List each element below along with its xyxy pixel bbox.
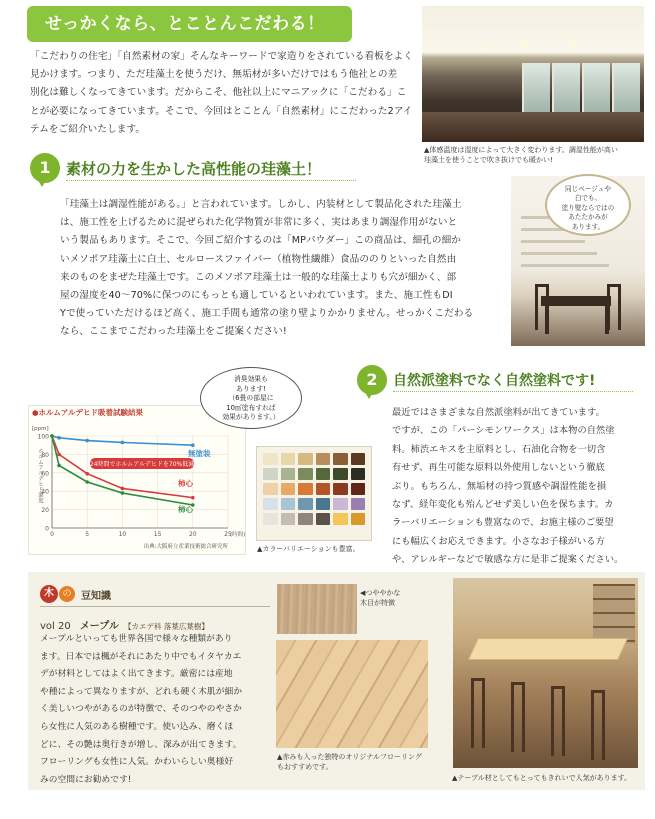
section2-line: や、アレルギーなどで敏感な方に是非ご提案ください。: [392, 554, 624, 566]
mame-line: フローリングも女性に人気。かわいらしい奥様好: [40, 757, 234, 768]
mame-paragraph: [40, 631, 272, 789]
x-tick-label: 0: [50, 531, 54, 538]
data-point: [121, 487, 125, 491]
intro-paragraph: [30, 48, 420, 139]
series-label: 柿心: [178, 479, 193, 488]
chart-speech-bubble: [200, 367, 302, 429]
living-room-caption: [424, 145, 646, 165]
color-swatch: [351, 453, 366, 465]
color-swatch: [263, 453, 278, 465]
mame-tag-char: の: [59, 586, 75, 602]
section2-title-underline: [393, 391, 633, 392]
section1-line: 屋の湿度を40～70%に保つのにもっとも適しているといわれています。また、施工性もDI: [60, 290, 453, 302]
maple-table-photo: [453, 578, 638, 768]
bubble-line: 消臭効果も: [234, 375, 268, 383]
mame-line: ます。日本では楓がそれにあたり中でもイタヤカエ: [40, 651, 242, 662]
section2-line: ラーバリエーションも豊富なので、お施主様のご要望: [392, 517, 614, 529]
color-swatch: [351, 513, 366, 525]
maple-grain-caption: [360, 588, 400, 608]
mame-line: メープルといっても世界各国で様々な種類があり: [40, 634, 233, 644]
mame-wood-name: メープル: [79, 621, 119, 632]
color-swatch: [281, 453, 296, 465]
color-swatch: [281, 513, 296, 525]
intro-line: 「こだわりの住宅」「自然素材の家」そんなキーワードで家造りをされている看板をよく: [30, 51, 413, 62]
section2-line: 料。柿渋エキスを主原料とし、石油化合物を一切含: [392, 443, 606, 455]
data-point: [57, 453, 61, 457]
y-tick-label: 20: [41, 507, 49, 515]
color-swatch: [316, 468, 331, 480]
caption-line: 珪藻土を使うことで吹き抜けでも暖かい!: [424, 156, 553, 164]
main-banner-title: せっかくなら、とことんこだわる！: [45, 14, 325, 34]
color-swatch: [316, 498, 331, 510]
chart-title: ●ホルムアルデヒド吸着試験結果: [32, 408, 143, 417]
color-swatch: [281, 498, 296, 510]
section1-line: Yで使っていただけるほど高く、施工手間も通常の塗り壁よりかかりません。せっかくこだわる: [60, 308, 474, 320]
color-swatch: [298, 468, 313, 480]
swatch-grid: [263, 453, 365, 525]
section1-number-badge: [30, 153, 60, 183]
bubble-line: あります。: [571, 222, 605, 231]
data-point: [121, 441, 125, 445]
section1-line: 「珪藻土は調湿性能がある。」と言われています。しかし、内装材として製品化された珪藻土: [60, 199, 462, 210]
formaldehyde-chart: [28, 418, 246, 554]
color-swatch: [263, 483, 278, 495]
data-point: [191, 443, 195, 447]
data-point: [85, 439, 89, 443]
bubble-line: あたたかみが: [568, 213, 608, 222]
series-label: 柿心: [178, 505, 193, 514]
color-swatch: [263, 498, 278, 510]
color-swatch: [281, 483, 296, 495]
main-banner: [27, 6, 352, 42]
color-swatch: [351, 483, 366, 495]
bubble-line: 効果があります。）: [222, 413, 280, 422]
x-tick-label: 20: [188, 531, 197, 538]
mame-vol: vol 20: [40, 621, 71, 632]
mame-line: く美しいつやがあるのが特徴で、そのつやのやさか: [40, 704, 242, 715]
chart-source: 出典:大阪府立産業技術総合研究所: [143, 544, 228, 550]
living-room-photo: [422, 6, 644, 142]
mame-line: や種によって異なりますが、どれも硬く木肌が細か: [40, 686, 243, 697]
data-point: [85, 472, 89, 476]
y-axis-label: ホルムアルデヒド濃度: [37, 448, 43, 503]
y-tick-label: 100: [37, 433, 49, 441]
y-tick-label: 60: [41, 470, 49, 478]
bubble-line: （6畳の部屋に: [228, 394, 274, 403]
maple-grain-photo: [277, 584, 357, 634]
section2-line: ですが、この「パーシモンワークス」は本物の自然塗: [392, 425, 615, 437]
color-swatch: [316, 513, 331, 525]
color-swatch: [298, 483, 313, 495]
x-tick-label: 15: [153, 531, 162, 538]
section2-line: なず、経年変化も殆んどせず美しい色を保ちます。カ: [392, 499, 614, 511]
caption-line: もおすすめです。: [277, 763, 333, 771]
mame-line: みの空間にお勧めです!: [40, 774, 132, 785]
data-point: [191, 496, 195, 500]
intro-line: とが必要になってきています。そこで、今回はとことん「自然素材」にこだわった2アイ: [30, 105, 413, 117]
bubble-line: 同じベージュや: [565, 185, 611, 193]
section1-paragraph: [60, 196, 506, 342]
data-point: [57, 464, 61, 468]
mame-line: ら女性に人気のある樹種です。使い込み、磨くほ: [40, 721, 234, 732]
mame-tag: [40, 585, 111, 603]
mame-line: デが材料としてはよく出てきます。厳密には産地: [40, 669, 233, 680]
mame-line: どに、その艶は奥行きが増し、深みが出てきます。: [40, 739, 242, 750]
color-swatch: [298, 498, 313, 510]
caption-line: ▲体感温度は湿度によって大きく変わります。調湿性能が高い: [424, 146, 618, 154]
section2-title: 自然派塗料でなく自然塗料です!: [393, 373, 596, 389]
swatch-caption: ▲カラーバリエーションも豊富。: [257, 545, 360, 553]
x-tick-label: 5: [85, 531, 90, 538]
section2-line: 最近ではさまざまな自然派塗料が出てきています。: [392, 407, 605, 418]
section1-line: なら、ここまでこだわった珪藻土をご提案ください!: [60, 326, 287, 338]
color-swatch: [316, 483, 331, 495]
color-swatch: [316, 453, 331, 465]
data-point: [121, 491, 125, 495]
bubble-line: 塗り壁ならではの: [561, 203, 615, 212]
section1-title: 素材の力を生かした高性能の珪藻土！: [66, 160, 322, 178]
annotation-text: 24時間でホルムアルデヒドを70%低減: [89, 461, 195, 468]
bubble-line: 白でも、: [574, 194, 602, 203]
section2-paragraph: [392, 404, 648, 570]
series-label: 無塗装: [188, 449, 211, 458]
section1-title-underline: [66, 180, 356, 181]
data-point: [85, 480, 89, 484]
y-tick-label: 40: [41, 488, 49, 496]
section2-number-badge: [357, 365, 387, 395]
intro-line: 別化は難しくなってきています。だからこそ、他社以上にマニアックに「こだわる」こ: [30, 87, 407, 99]
intro-line: テムをご紹介いたします。: [30, 123, 146, 135]
dining-speech-bubble: [545, 174, 631, 236]
color-swatch: [281, 468, 296, 480]
section1-line: は、施工性を上げるために混ぜられた化学物質が非常に多く、実はあまり調湿作用がないと: [60, 217, 458, 229]
caption-line: ◀つややかな: [360, 589, 401, 597]
section1-number: 1: [39, 158, 51, 177]
bubble-line: あります!: [236, 384, 266, 393]
color-swatch: [351, 468, 366, 480]
section1-line: 来のものをまぜた珪藻土です。このメソポア珪藻土は一般的な珪藻土よりも穴が細かく、部: [60, 271, 457, 283]
x-unit-label: (時間): [230, 532, 246, 538]
x-tick-label: 25: [224, 531, 232, 538]
color-swatch: [263, 513, 278, 525]
section2-line: ぶり。もちろん、無垢材の持つ質感や調湿性能を損: [392, 480, 607, 492]
mame-tag-char: 木: [40, 585, 58, 603]
y-tick-label: 80: [41, 451, 49, 459]
data-point: [50, 434, 54, 438]
maple-table-caption: ▲テーブル材としてもとってもきれいで人気があります。: [452, 774, 632, 782]
intro-line: 見かけます。つまり、ただ珪藻土を使うだけ、無垢材が多いだけではもう他社との差: [30, 69, 398, 81]
color-swatch: [333, 513, 348, 525]
section1-line: いメソポア珪藻土に白土、セルロースファイバー（植物性繊維）食品ののりといった自然由: [60, 253, 457, 265]
color-swatch: [333, 453, 348, 465]
data-point: [57, 436, 61, 440]
color-swatch: [298, 453, 313, 465]
color-swatch: [298, 513, 313, 525]
mame-wood-family: 【カエデ科 落葉広葉樹】: [124, 622, 209, 631]
caption-line: 木目が特徴: [360, 599, 395, 607]
color-swatch: [263, 468, 278, 480]
color-swatch: [333, 468, 348, 480]
section2-number: 2: [366, 370, 378, 389]
mame-tag-label: 豆知識: [81, 590, 111, 602]
y-unit-label: [ppm]: [32, 426, 49, 432]
section2-line: にも幅広くお応えできます。小さなお子様がいる方: [392, 535, 605, 547]
color-swatch: [333, 498, 348, 510]
bubble-line: 10㎡塗布すれば: [226, 403, 276, 412]
caption-line: ▲赤みも入った独特のオリジナルフローリング: [277, 753, 422, 761]
color-swatch: [351, 498, 366, 510]
x-tick-label: 10: [118, 531, 127, 538]
color-swatch: [333, 483, 348, 495]
section2-line: 有せず、再生可能な原料以外使用しないという徹底: [392, 462, 605, 474]
maple-flooring-caption: [277, 752, 447, 772]
color-swatch-card: [256, 446, 372, 541]
y-tick-label: 0: [45, 525, 49, 533]
section1-line: いう製品もあります。そこで、今回ご紹介するのは「MPパウダー」この商品は、細孔の細か: [60, 235, 461, 247]
maple-flooring-photo: [276, 640, 428, 748]
